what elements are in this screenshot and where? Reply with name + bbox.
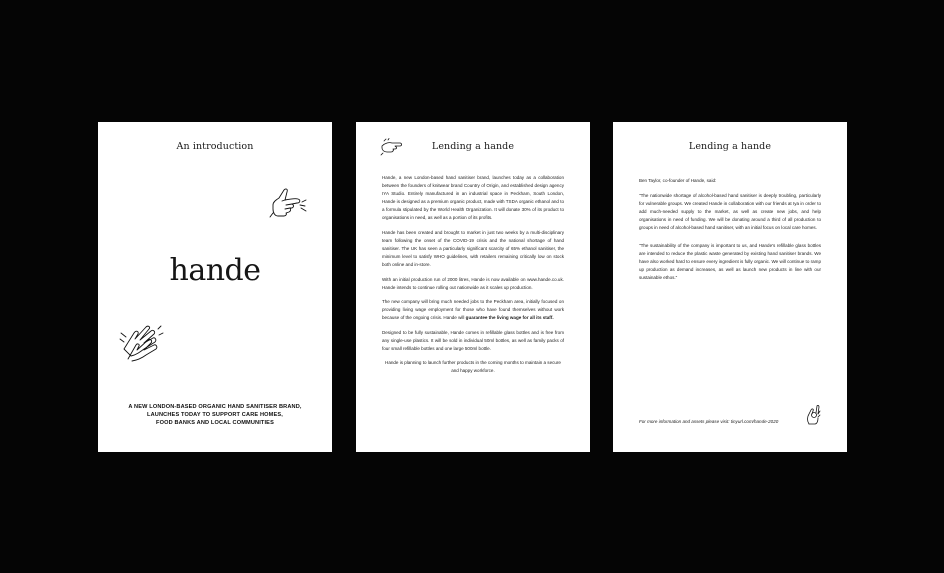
ok-hand-icon	[805, 404, 821, 426]
brand-logo: hande	[169, 253, 261, 288]
tagline: A NEW LONDON-BASED ORGANIC HAND SANITISER BRAND, LAUNCHES TODAY TO SUPPORT CARE HOMES, FOOD BANKS AND LOCAL COMMUNITIES	[128, 404, 302, 427]
paragraph: With an initial production run of 2000 litres, Hande is now available on www.hande.co.uk. Hande intends to continue rolling out nationwide as it scales up production.	[382, 276, 564, 290]
paragraph: Designed to be fully sustainable, Hande comes in refillable glass bottles and is free from any single-use plastics. It will be sold in individual 50ml bottles, as well as family packs of four small refillable bottles and one large 500ml bottle.	[382, 329, 564, 351]
page-quote	[613, 122, 847, 452]
page-press-release	[356, 122, 590, 452]
page-introduction	[98, 122, 332, 452]
clapping-hands-icon	[118, 319, 164, 363]
paragraph: Hande, a new London-based hand sanitiser brand, launches today as a collaboration between the founders of knitwear brand Country of Origin, and established design agency IYA Studio. Entirely manufactured in an industrial space in Peckham, South London, Hande is designed as a premium organic product, made with TSDA organic ethanol and to a formula stipulated by the World Health Organization. It will donate 30% of its product to organisations in need, as well as a portion of its profits.	[382, 175, 564, 221]
page-heading: Lending a hande	[431, 141, 515, 152]
page-heading: Lending a hande	[688, 141, 772, 152]
thumbs-up-hand-icon	[268, 186, 308, 224]
footer-link[interactable]: tinyurl.com/hande-2020	[730, 419, 779, 424]
page-heading: An introduction	[176, 141, 254, 152]
paragraph-emphasis: guarantee the living wage for all its staff.	[465, 315, 554, 321]
quote-paragraph: "The sustainability of the company is important to us, and Hande's refillable glass bottles are intended to reduce the plastic waste generated by existing hand sanitiser brands. We have also worked hard to ensure every ingredient is fully organic. We will continue to ramp up production as demand increases, as well as launch new products in line with our sustainable ethos."	[639, 242, 821, 280]
footer-note	[639, 419, 778, 424]
quote-body	[639, 177, 821, 291]
paragraph-text: The new company will bring much needed jobs to the Peckham area, initially focused on providing living wage employment for those who have found themselves without work because of the ongoing crisis. Hande will	[382, 299, 564, 321]
footer-text: For more information and assets please visit:	[639, 419, 731, 424]
paragraph	[382, 298, 564, 322]
closing-paragraph: Hande is planning to launch further products in the coming months to maintain a secure and happy workforce.	[385, 360, 561, 374]
press-release-body	[382, 174, 564, 382]
paragraph: Hande has been created and brought to market in just two weeks by a multi-disciplinary team following the onset of the COVID-19 crisis and the national shortage of hand sanitiser. The UK has seen a particularly significant scarcity of 65% ethanol sanitiser, the minimum level to satisfy WHO guidelines, with retailers remaining critically low on stock both online and in-store.	[382, 229, 564, 268]
attribution: Ben Taylor, co-founder of Hande, said:	[639, 178, 717, 183]
quote-paragraph: "The nationwide shortage of alcohol-based hand sanitiser is deeply troubling, particularly for vulnerable groups. We created Hande in collaboration with our friends at Iya in order to add much-needed supply to the market, as well as create new jobs, and help organisations in need of funding. We will be donating around a third of all production to groups in need of alcohol-based hand sanitiser, with an initial focus on local care homes.	[639, 193, 821, 231]
